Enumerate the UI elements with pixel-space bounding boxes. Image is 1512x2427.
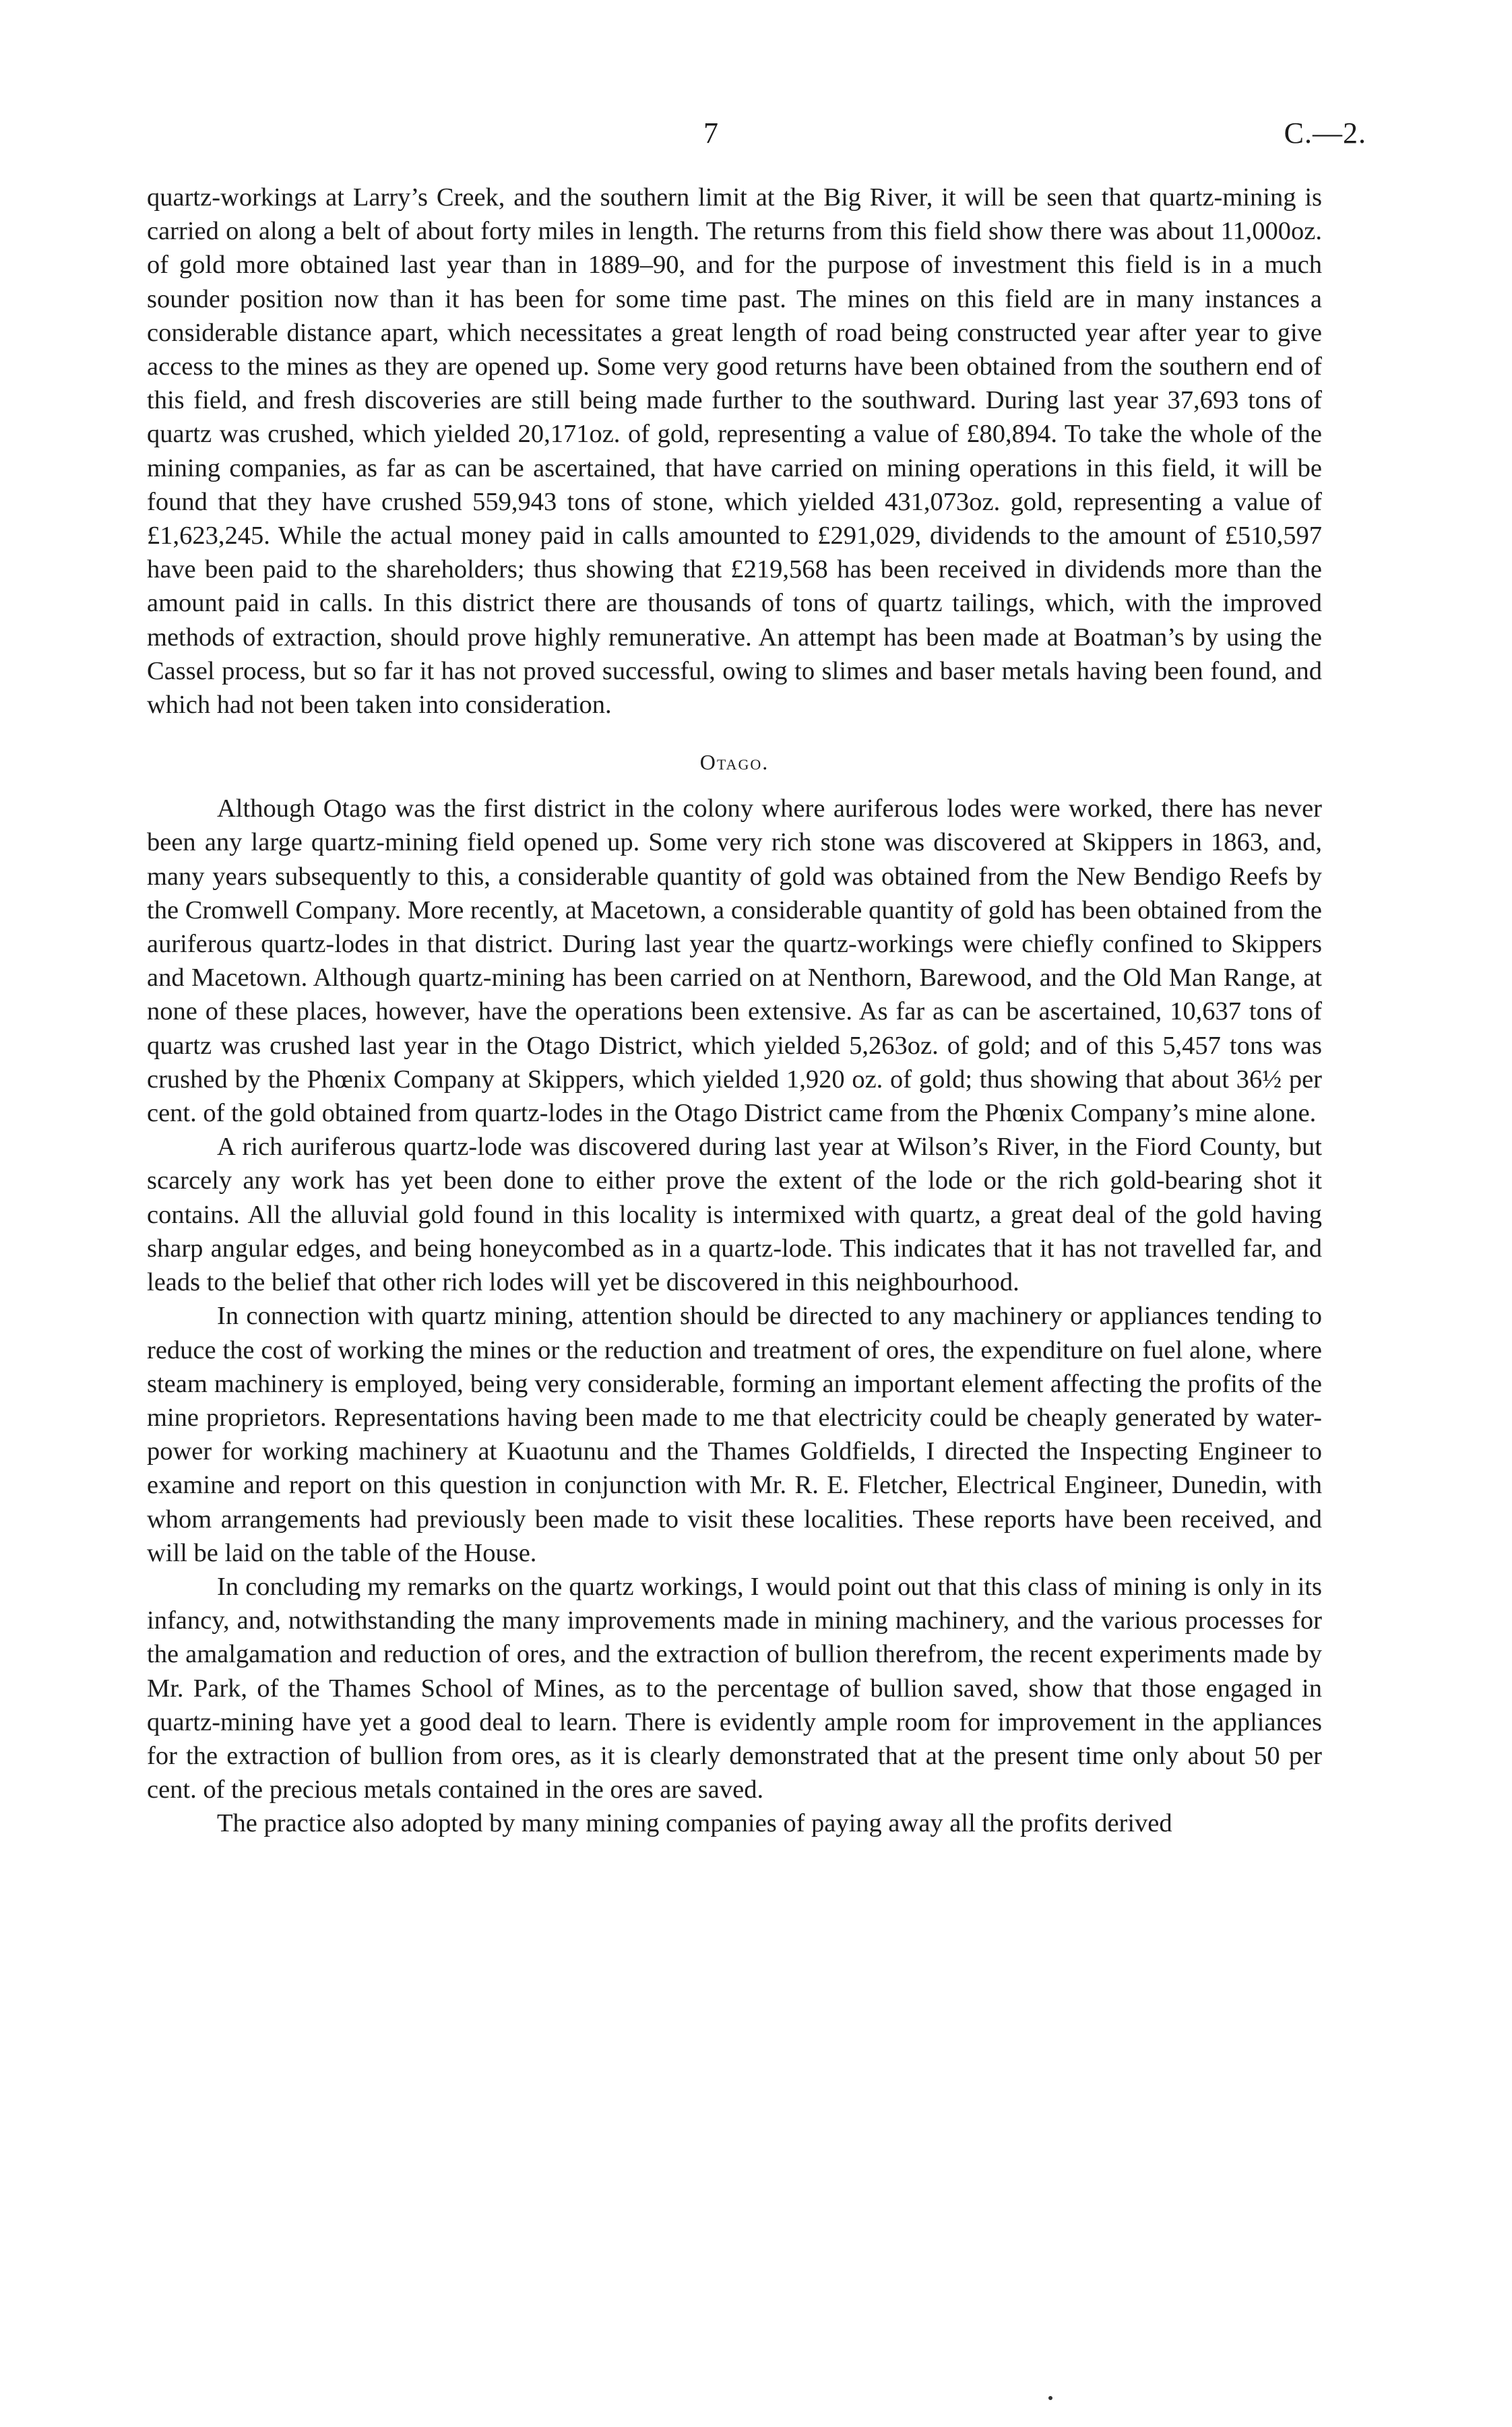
paragraph-conclusion: In concluding my remarks on the quartz workings, I would point out that this class of mining is only in its infancy, and, notwithstanding the many improvements made in mining machinery, and the various processes for the amalgamation and reduction of ores, and the extraction of bullion therefrom, the recent experiments made by Mr. Park, of the Thames School of Mines, as to the percentage of bullion saved, show that those engaged in quartz-mining have yet a good deal to learn. There is evidently ample room for improvement in the appliances for the extraction of bullion from ores, as it is clearly demonstrated that at the present time only about 50 per cent. of the precious metals contained in the ores are saved. — [147, 1572, 1322, 1804]
page-number: 7 — [703, 117, 718, 150]
paragraph-larrys-creek: quartz-workings at Larry’s Creek, and the southern limit at the Big River, it will be seen that quartz-mining is carried on along a belt of about forty miles in length. The returns from this field show there was about 11,000oz. of gold more obtained last year than in 1889–90, and for the purpose of investment this field is in a much sounder position now than it has been for some time past. The mines on this field are in many instances a considerable distance apart, which necessitates a great length of road being constructed year after year to give access to the mines as they are opened up. Some very good returns have been obtained from the southern end of this field, and fresh discoveries are still being made further to the southward. During last year 37,693 tons of quartz was crushed, which yielded 20,171oz. of gold, representing a value of £80,894. To take the whole of the mining companies, as far as can be ascertained, that have carried on mining operations in this field, it will be found that they have crushed 559,943 tons of stone, which yielded 431,073oz. gold, representing a value of £1,623,245. While the actual money paid in calls amounted to £291,029, dividends to the amount of £510,597 have been paid to the shareholders; thus showing that £219,568 has been received in dividends more than the amount paid in calls. In this district there are thousands of tons of quartz tailings, which, with the improved methods of extraction, should prove highly remunerative. An attempt has been made at Boatman’s by using the Cassel process, but so far it has not proved successful, owing to slimes and baser metals having been found, and which had not been taken into consideration. — [147, 183, 1322, 720]
section-heading-otago: Otago. — [699, 750, 769, 775]
page-header — [0, 113, 1512, 154]
paragraph-wilsons-river: A rich auriferous quartz-lode was discovered during last year at Wilson’s River, in the Fiord County, but scarcely any work has yet been done to either prove the extent of the lode or the rich gold-bearing shot it contains. All the alluvial gold found in this locality is intermixed with quartz, a great deal of the gold having sharp angular edges, and being honeycombed as in a quartz-lode. This indicates that it has not travelled far, and leads to the belief that other rich lodes will yet be discovered in this neighbourhood. — [147, 1133, 1322, 1297]
paragraph-practice: The practice also adopted by many mining companies of paying away all the profits derived — [217, 1809, 1172, 1838]
body-text — [147, 181, 1322, 1841]
paragraph-otago-overview: Although Otago was the first district in the colony where auriferous lodes were worked, there has never been any large quartz-mining field opened up. Some very rich stone was discovered at Skippers in 1863, and, many years subsequently to this, a considerable quantity of gold was obtained from the New Bendigo Reefs by the Cromwell Company. More recently, at Macetown, a considerable quantity of gold has been obtained from the auriferous quartz-lodes in that district. During last year the quartz-workings were chiefly confined to Skippers and Macetown. Although quartz-mining has been carried on at Nenthorn, Barewood, and the Old Man Range, at none of these places, however, have the operations been extensive. As far as can be ascertained, 10,637 tons of quartz was crushed last year in the Otago District, which yielded 5,263oz. of gold; and of this 5,457 tons was crushed by the Phœnix Company at Skippers, which yielded 1,920 oz. of gold; thus showing that about 36½ per cent. of the gold obtained from quartz-lodes in the Otago District came from the Phœnix Company’s mine alone. — [147, 794, 1322, 1128]
document-code: C.—2. — [1284, 117, 1366, 150]
paragraph-machinery: In connection with quartz mining, attention should be directed to any machinery or appliances tending to reduce the cost of working the mines or the reduction and treatment of ores, the expenditure on fuel alone, where steam machinery is employed, being very considerable, forming an important element affecting the profits of the mine proprietors. Representations having been made to me that electricity could be cheaply generated by water-power for working machinery at Kuaotunu and the Thames Goldfields, I directed the Inspecting Engineer to examine and report on this question in conjunction with Mr. R. E. Fletcher, Electrical Engineer, Dunedin, with whom arrangements had previously been made to visit these localities. These reports have been received, and will be laid on the table of the House. — [147, 1302, 1322, 1567]
ink-speck — [1048, 2396, 1052, 2400]
